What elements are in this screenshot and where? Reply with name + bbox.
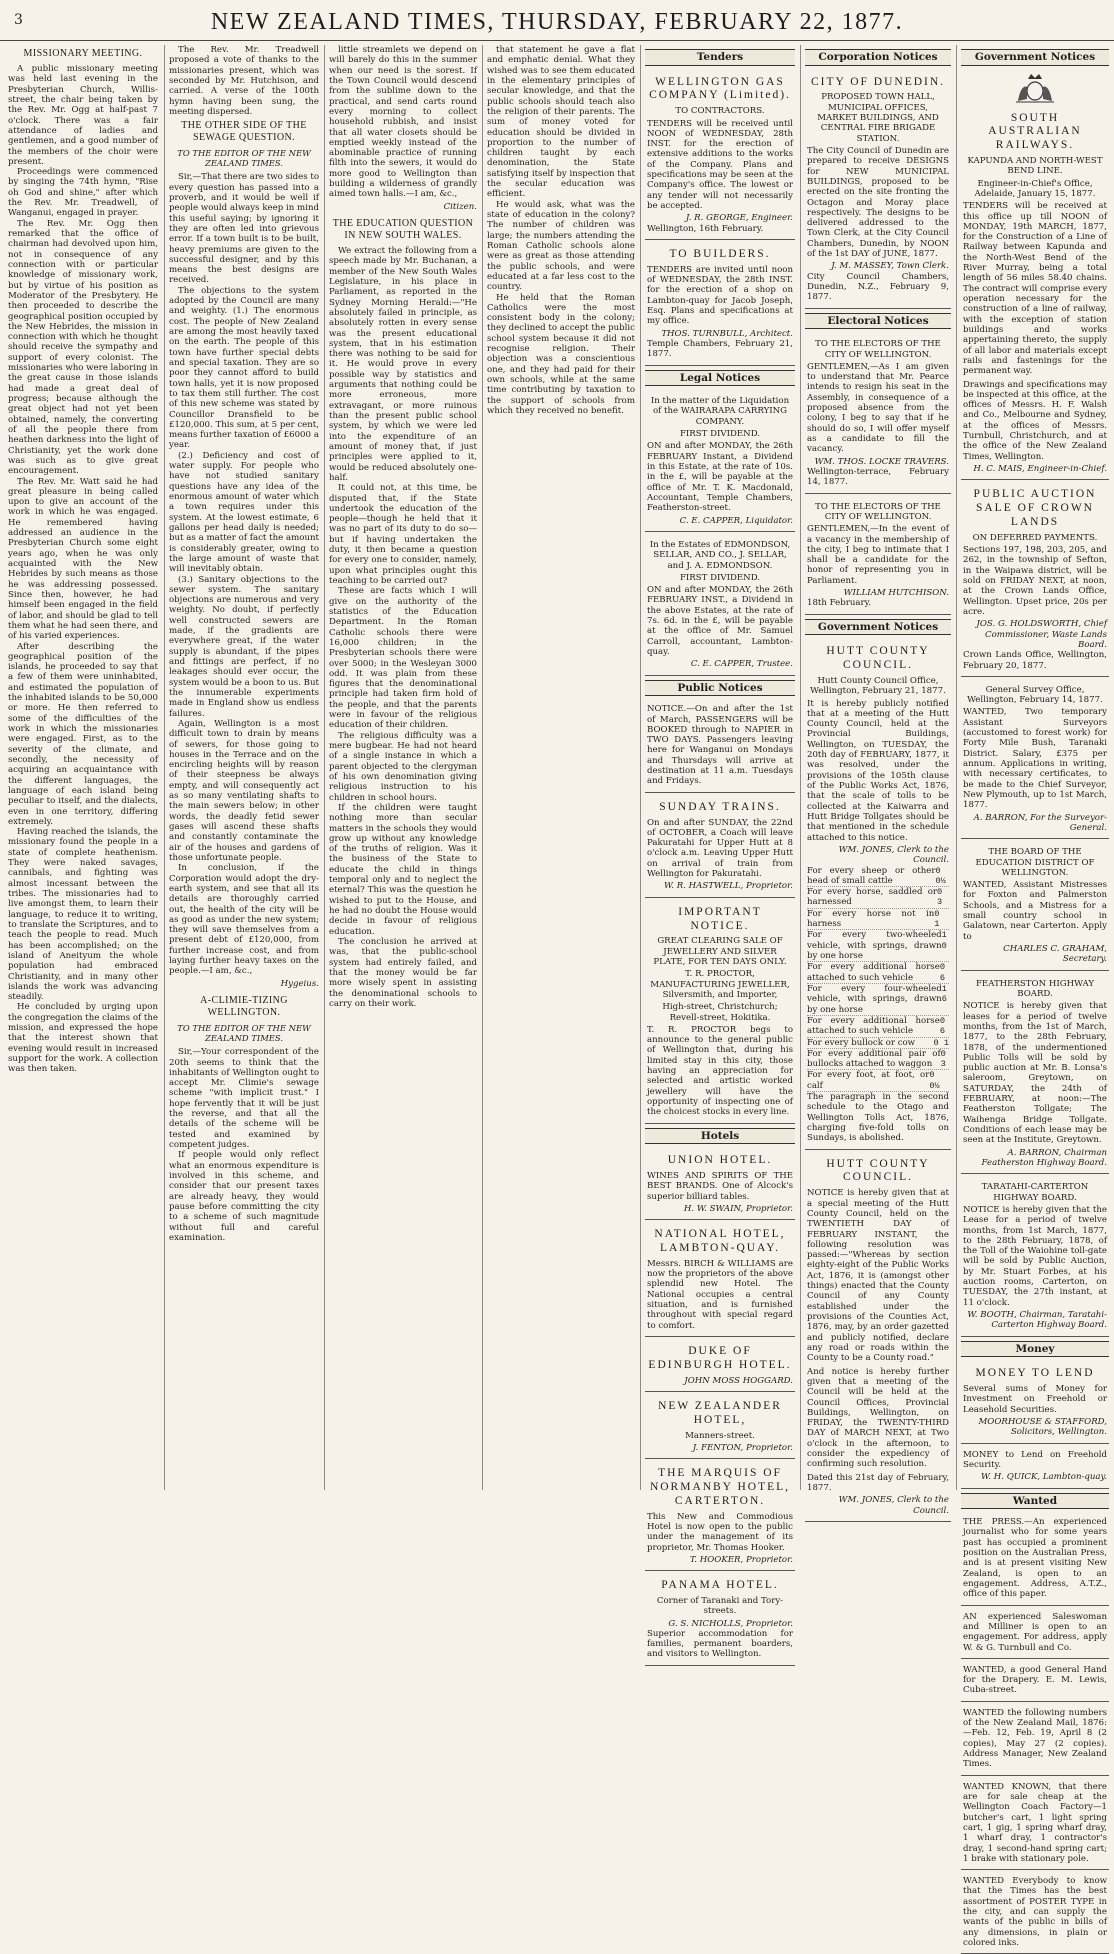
ad-body: NOTICE is hereby given that at a special meeting of the Hutt County Council, held on the TWENTIETH DAY of FEBRUARY INSTANT, the following resolution was passed:—"Whereas by section eighty-eight of the Public Works Act, 1876, it is (amongst other things) enacted that the County Council of any County established under the provisions of the Counties Act, 1876, may, by an order gazetted and publicly notified, declare any road or roads within the County to be a County road." xyxy=(807,1188,949,1364)
article-paragraph: The Rev. Mr. Treadwell proposed a vote of thanks to the missionaries present, which was seconded by Mr. Hutchison, and carried. A verse of the 100th hymn having been sung, the meeting dispersed. xyxy=(169,45,319,117)
ad-wanted xyxy=(961,1662,1109,1702)
masthead-title: NEW ZEALAND TIMES, THURSDAY, FEBRUARY 22, 1877. xyxy=(210,9,904,35)
section-header-money: Money xyxy=(961,1341,1109,1358)
article-title: THE EDUCATION QUESTION IN NEW SOUTH WALES. xyxy=(332,218,474,241)
ad-body: GENTLEMEN,—In the event of a vacancy in the membership of the city, I beg to intimate that I shall be a candidate for the honor of representing you in Parliament. xyxy=(807,524,949,586)
ad-signature: J. R. GEORGE, Engineer. xyxy=(685,213,793,224)
schedule-row xyxy=(807,962,949,984)
ad-heading: HUTT COUNTY COUNCIL. xyxy=(826,1157,930,1184)
ad-heading: THE MARQUIS OF NORMANBY HOTEL, CARTERTON. xyxy=(649,1467,791,1507)
ad-body: WANTED KNOWN, that there are for sale cheap at the Wellington Coach Factory—1 butcher's cart, 1 light spring cart, 1 gig, 1 spring wharf dray, 1 wharf dray, 1 contractor's dray, 1 second-hand spring cart; 1 brake with stationary pole. xyxy=(963,1781,1107,1864)
ad-liquidation xyxy=(645,391,795,532)
ad-subheading: Hutt County Council Office, Wellington, February 21, 1877. xyxy=(810,675,946,697)
schedule-row xyxy=(807,1049,949,1071)
schedule-amount: 1 0 xyxy=(941,930,947,951)
article-paragraph: These are facts which I will give on the authority of the statistics of the Education Department. In the Roman Catholic schools there were 16,000 children; in the Presbyterian schools there were over 5000; in the Wesleyan 3000 odd. It was plain from these figures that the denominational principle had taken firm hold of the people, and that the parents were in favour of the religious education of their children. xyxy=(329,586,477,731)
ad-union-hotel xyxy=(645,1149,795,1220)
ad-signature: J. M. MASSEY, Town Clerk. xyxy=(831,261,949,272)
ad-dunedin xyxy=(805,71,951,309)
ad-signature: H. W. SWAIN, Proprietor. xyxy=(683,1203,793,1214)
column-7 xyxy=(956,45,1109,1949)
ad-signature: CHARLES C. GRAHAM, Secretary. xyxy=(1003,944,1107,965)
ad-signature: WM. THOS. LOCKE TRAVERS. xyxy=(814,456,949,467)
ad-date: Dated this 21st day of February, 1877. xyxy=(807,1472,949,1494)
ad-builders xyxy=(645,243,795,366)
schedule-item: For every sheep or other head of small cattle xyxy=(807,865,936,886)
ad-heading: PUBLIC AUCTION SALE OF CROWN LANDS xyxy=(973,488,1097,528)
ad-signature: W. BOOTH, Chairman, Taratahi-Carterton Highway Board. xyxy=(967,1310,1107,1331)
ad-body: The City Council of Dunedin are prepared to receive DESIGNS for NEW MUNICIPAL BUILDINGS, proposed to be erected on the site fronting the Octagon and Moray place respectively. The designs to be delivered addressed to the Town Clerk, at the City Council Chambers, Dunedin, by NOON of the 1st DAY of JUNE, 1877. xyxy=(807,145,949,260)
ad-signature: WM. JONES, Clerk to the Council. xyxy=(838,1495,949,1516)
article-title: MISSIONARY MEETING. xyxy=(23,48,143,59)
ad-heading: NATIONAL HOTEL, LAMBTON-QUAY. xyxy=(654,1228,786,1255)
ad-national-hotel xyxy=(645,1223,795,1337)
ad-signature: THOS. TURNBULL, Architect. xyxy=(661,328,793,339)
ad-heading: MONEY TO LEND xyxy=(975,1367,1095,1380)
column-1 xyxy=(8,45,162,1490)
ad-education-board xyxy=(961,842,1109,970)
schedule-item: For every additional horse attached to such vehicle xyxy=(807,1015,940,1037)
ad-body: T. R. PROCTOR begs to announce to the general public of Wellington that, during his limited stay in this city, those having an appreciation for selected and artistic worked jewellery will have the opportunity of inspecting one of the choicest stocks in every line. xyxy=(647,1024,793,1118)
ad-signature: W. H. QUICK, Lambton-quay. xyxy=(980,1472,1107,1483)
schedule-row xyxy=(807,930,949,962)
ad-body: THE PRESS.—An experienced journalist who for some years past has occupied a prominent position on the Australian Press, and is at present visiting New Zealand, is open to an engagement. Address, A.T.Z., office of this paper. xyxy=(963,1517,1107,1600)
ad-body: The paragraph in the second schedule to the Otago and Wellington Tolls Act, 1876, charging five-fold tolls on Sundays, is abolished. xyxy=(807,1092,949,1144)
schedule-row xyxy=(807,909,949,931)
schedule-item: For every additional horse attached to such vehicle xyxy=(807,962,940,983)
article-paragraph: After describing the geographical position of the islands, he proceeded to say that a few of them were uninhabited, and estimated the population of the inhabited islands to be 50,000 or more. He then referred to some of the difficulties of the work in which the missionaries were engaged. First, as to the severity of the climate, and secondly, the necessity of acquiring an acquaintance with the different languages, the language of each island being peculiar to itself, and the dialects, even in one territory, differing extremely. xyxy=(8,641,158,827)
ad-body: WANTED, Two temporary Assistant Surveyors (accustomed to forest work) for Forty Mile Bush, Taranaki District. Salary, £375 per annum. Applications in writing, with necessary certificates, to be made to the Chief Surveyor, New Plymouth, up to 1st March, 1877. xyxy=(963,707,1107,811)
ad-heading: SUNDAY TRAINS. xyxy=(659,800,781,813)
article-title: THE OTHER SIDE OF THE SEWAGE QUESTION. xyxy=(181,120,307,144)
schedule-amount: 0 6 xyxy=(939,1015,945,1037)
ad-notice xyxy=(645,701,795,793)
ad-signature: A. BARRON, For the Surveyor-General. xyxy=(973,812,1107,833)
ad-heading: IMPORTANT NOTICE. xyxy=(678,905,762,932)
ad-heading: UNION HOTEL. xyxy=(667,1154,773,1167)
article-signoff: Citizen. xyxy=(443,201,477,212)
ad-survey-office xyxy=(961,680,1109,839)
ad-body: GENTLEMEN,—As I am given to understand that Mr. Pearce intends to resign his seat in the Assembly, in consequence of a proposed absence from the colony, I beg to say that if he should do so, I will offer myself as a candidate to fill the vacancy. xyxy=(807,361,949,455)
ad-subheading: KAPUNDA AND NORTH-WEST BEND LINE. xyxy=(967,155,1103,177)
ad-crown-lands xyxy=(961,483,1109,676)
article-signoff: Hygeius. xyxy=(280,978,319,989)
schedule-amount: 0 1 xyxy=(933,1037,949,1048)
article-paragraph: He would ask, what was the state of education in the colony? The number of children was large; the numbers attending the Roman Catholic schools alone were as great as those attending the public schools, and were educated at a far less cost to the country. xyxy=(487,199,635,293)
ad-address: Corner of Taranaki and Tory-streets. xyxy=(656,1595,784,1617)
ad-body: TENDERS will be received at this office up till NOON of MONDAY, 19th MARCH, 1877, for the Construction of a Line of Railway between Kapunda and the North-West Bend of the River Murray, being a total length of 56 miles 58.40 chains. The contract will comprise every operation necessary for the construction of a line of railway, with the exception of station buildings and works appertaining thereto, the supply of all labor and materials except rails and fastenings for the permanent way. xyxy=(963,201,1107,377)
ad-south-australian-railways xyxy=(961,107,1109,481)
page-columns xyxy=(8,45,1108,1949)
article-paragraph: The objections to the system adopted by the Council are many and weighty. (1.) The enormous cost. The people of New Zealand are among the most heavily taxed on the earth. The people of this town have further special debts and special taxation. They are so poor they cannot afford to build town halls, yet it is now proposed to tax them still further. The cost of this new scheme was stated by Councillor Dransfield to be £120,000. This sum, at 5 per cent, means further taxation of £6000 a year. xyxy=(169,285,319,451)
column-3 xyxy=(324,45,481,1490)
masthead xyxy=(0,0,1114,41)
ad-date: 18th February. xyxy=(807,598,872,609)
ad-hutt-county xyxy=(805,640,951,1149)
ad-signature: JOS. G. HOLDSWORTH, Chief Commissioner, Waste Lands Board. xyxy=(976,619,1107,650)
article-subtitle: TO THE EDITOR OF THE NEW ZEALAND TIMES. xyxy=(177,1023,311,1044)
schedule-amount: 0 0½ xyxy=(929,1070,940,1091)
section-header-government: Government Notices xyxy=(805,619,951,636)
ad-signature: J. FENTON, Proprietor. xyxy=(692,1442,793,1453)
ad-body: WANTED the following numbers of the New Zealand Mail, 1876:—Feb. 12, Feb. 19, April 8 (2 copies), May 27 (2 copies). Address Manager, New Zealand Times. xyxy=(963,1707,1107,1770)
schedule-row xyxy=(807,887,949,909)
ad-subheading: FIRST DIVIDEND. xyxy=(679,429,761,440)
article-paragraph: The religious difficulty was a mere bugbear. He had not heard of a single instance in which a parent objected to the clergyman of his own denomination giving religious instruction to his children in school hours. xyxy=(329,730,477,803)
ad-signature: C. E. CAPPER, Liquidator. xyxy=(679,515,793,526)
ad-signature: MOORHOUSE & STAFFORD, Solicitors, Wellington. xyxy=(978,1416,1107,1438)
article-paragraph: We extract the following from a speech made by Mr. Buchanan, a member of the New South Wales Legislature, in his place in Parliament, as reported in the Sydney Morning Herald:—"He absolutely failed in principle, as absolutely rotten in every sense was the present educational system, that in his estimation there was nothing to be said for it. He would prove in every possible way by statistics and arguments that nothing could be more erroneous, more extravagant, or more ruinous than the present public school system, by which we were led into the expenditure of an amount of money that, if just principles were applied to it, would be reduced absolutely one-half. xyxy=(329,246,477,483)
schedule-row xyxy=(807,866,949,888)
article-paragraph: He concluded by urging upon the congregation the claims of the mission, and expressed the hope that the interest shown that evening would result in increased support for the work. A collection was then taken. xyxy=(8,1002,158,1075)
article-title: A-CLIMIE-TIZING WELLINGTON. xyxy=(200,995,288,1019)
ad-heading: TARATAHI-CARTERTON HIGHWAY BOARD. xyxy=(981,1182,1089,1203)
ad-duke-hotel xyxy=(645,1340,795,1392)
ad-taratahi-board xyxy=(961,1177,1109,1336)
schedule-amount: 0 1 xyxy=(934,908,940,930)
schedule-amount: 0 0½ xyxy=(935,865,946,886)
schedule-amount: 0 6 xyxy=(939,962,945,983)
ad-body: It is hereby publicly notified that at a meeting of the Hutt County Council, held at the Provincial Buildings, Wellington, on TUESDAY, the 20th day of FEBRUARY, 1877, it was resolved, under the provisions of the 105th clause of the Public Works Act, 1876, that the scale of tolls to be collected at the Kaiwarra and Hutt Bridge Tollgates should be that mentioned in the schedule attached to this notice. xyxy=(807,698,949,843)
ad-money-to-lend-2 xyxy=(961,1447,1109,1489)
ad-signature: WILLIAM HUTCHISON. xyxy=(843,588,949,599)
schedule-row xyxy=(807,1016,949,1038)
ad-heading: CITY OF DUNEDIN. xyxy=(810,75,946,88)
ad-date: City Council Chambers, Dunedin, N.Z., February 9, 1877. xyxy=(807,271,949,303)
article-paragraph: A public missionary meeting was held last evening in the Presbyterian Church, Willis-street, the chair being taken by the Rev. Mr. Ogg at half-past 7 o'clock. There was a fair attendance of ladies and gentlemen, and a good number of the members of the choir were present. xyxy=(8,64,158,167)
page-number: 3 xyxy=(14,12,23,28)
ad-body: Superior accommodation for families, permanent boarders, and visitors to Wellington. xyxy=(647,1628,793,1660)
ad-electors-1 xyxy=(805,334,951,493)
ad-body: This New and Commodious Hotel is now open to the public under the management of its proprietor, Mr. Thomas Hooker. xyxy=(647,1511,793,1553)
ad-signature: C. E. CAPPER, Trustee. xyxy=(690,659,793,670)
column-2 xyxy=(164,45,323,1490)
section-header-legal: Legal Notices xyxy=(645,370,795,387)
ad-heading: SOUTH AUSTRALIAN RAILWAYS. xyxy=(988,111,1082,152)
ad-date: General Survey Office, Wellington, February 14, 1877. xyxy=(967,684,1103,706)
article-paragraph: If people would only reflect what an enormous expenditure is involved in this scheme, and consider that our present taxes are already heavy, they would pause before committing the city to a scheme of such magnitude without full and careful examination. xyxy=(169,1150,319,1243)
article-paragraph: In conclusion, if the Corporation would adopt the dry-earth system, and see that all its details are thoroughly carried out, the health of the city will be as good as under the new system; they will save themselves from a present debt of £120,000, from further increase cost, and from laying further heavy taxes on the people.—I am, &c., xyxy=(169,863,319,977)
ad-heading: PANAMA HOTEL. xyxy=(661,1579,779,1592)
ad-important-notice xyxy=(645,901,795,1124)
ad-body: WINES AND SPIRITS OF THE BEST BRANDS. One of Alcock's superior billiard tables. xyxy=(647,1171,793,1202)
article-paragraph: The Rev. Mr. Ogg then remarked that the office of chairman had devolved upon him, not in consequence of any connection with or particular knowledge of missionary work, but by virtue of his position as Moderator of the Presbytery. He then proceeded to describe the geographical position occupied by the New Hebrides, the mission in connection with which he thought should receive the sympathy and support of every colonist. The missionaries who were laboring in the great cause in those islands had made a great deal of progress; because although the great object had not yet been obtained, namely, the converting of all the people there from heathen darkness into the light of Christianity, yet the work done was such as to give great encouragement. xyxy=(8,218,159,477)
ad-estates xyxy=(645,535,795,676)
schedule-row xyxy=(807,984,949,1016)
ad-electors-2 xyxy=(805,497,951,615)
ad-subheading: GREAT CLEARING SALE OF JEWELLERY AND SILVER PLATE, FOR TEN DAYS ONLY. xyxy=(653,936,787,967)
article-paragraph: Proceedings were commenced by singing the 74th hymn, "Rise oh God and shine," after which the Rev. Mr. Treadwell, of Wanganui, engaged in prayer. xyxy=(8,167,158,219)
ad-signature: W. R. HASTWELL, Proprietor. xyxy=(663,881,793,892)
ad-body: Messrs. BIRCH & WILLIAMS are now the proprietors of the above splendid new Hotel. The National occupies a central situation, and is furnished throughout with special regard to comfort. xyxy=(647,1258,793,1331)
article-paragraph: The Rev. Mr. Watt said he had great pleasure in being called upon to give an account of the work in which he was engaged. He remembered having addressed an audience in the Presbyterian Church some eight years ago, when he was only acquainted with the New Hebrides by such means as those he was addressing possessed. Since then, however, he had himself been engaged in the field of labor, and should be glad to tell them what he had seen there, and of his varied experiences. xyxy=(8,476,158,642)
ad-signature: A. BARRON, Chairman Featherston Highway Board. xyxy=(981,1147,1107,1168)
section-header-wanted: Wanted xyxy=(961,1493,1109,1510)
column-5 xyxy=(640,45,799,1660)
ad-date: Temple Chambers, February 21, 1877. xyxy=(647,338,793,360)
ad-signature: WM. JONES, Clerk to the Council. xyxy=(838,844,949,866)
ad-body: TENDERS are invited until noon of WEDNESDAY, the 28th INST. for the erection of a shop on Lambton-quay for Jacob Joseph, Esq. Plans and specifications at my office. xyxy=(647,264,793,327)
section-header-public: Public Notices xyxy=(645,680,795,697)
ad-body: Sections 197, 198, 203, 205, and 262, in the township of Sefton, in the Waipawa district, will be sold on FRIDAY NEXT, at noon, at the Crown Lands Office, Wellington. Upset price, 20s per acre. xyxy=(963,545,1107,617)
section-header-electoral: Electoral Notices xyxy=(805,313,951,330)
schedule-row xyxy=(807,1070,949,1092)
ad-heading: DUKE OF EDINBURGH HOTEL. xyxy=(648,1345,792,1371)
ad-signature: T. HOOKER, Proprietor. xyxy=(689,1554,793,1565)
section-header-corporation: Corporation Notices xyxy=(805,49,951,66)
ad-wanted xyxy=(961,1873,1109,1954)
schedule-amount: 0 3 xyxy=(936,887,943,908)
article-paragraph: If the children were taught nothing more than secular matters in the schools they would grow up without any knowledge of the truths of religion. Was it the business of the State to educate the child in things temporal only and to neglect the eternal? This was the question he wished to put to the House, and he had no doubt the House would decide in favour of religious education. xyxy=(329,802,477,937)
ad-heading: THE BOARD OF THE EDUCATION DISTRICT OF WELLINGTON. xyxy=(975,847,1095,878)
ad-heading: NEW ZEALANDER HOTEL, xyxy=(658,1399,782,1426)
article-paragraph: It could not, at this time, be disputed that, if the State undertook the education of the people—though he held that it was no part of its duty to do so—but if having undertaken the duty, it then became a question for every one to consider, namely, upon what principles ought this teaching to be carried out? xyxy=(329,483,477,586)
ad-body: Several sums of Money for Investment on Freehold or Leasehold Securities. xyxy=(963,1384,1107,1415)
schedule-item: For every horse not in harness xyxy=(807,908,935,930)
article-paragraph: Sir,—That there are two sides to every question has passed into a proverb, and it would be well if people would always keep in mind this useful saying; by ignoring it they are often led into grievous error. If a town built is to be built, heavy premiums are given to the successful designer, and by this means the best designs are received. xyxy=(169,172,319,286)
article-paragraph: Having reached the islands, the missionary found the people in a state of complete heathenism. They were naked savages, cannibals, and fighting was almost incessant between the tribes. The missionaries had to live amongst them, to learn their language, to reduce it to writing, to translate the Scriptures, and to teach the people to read. Much has been accomplished; on the island of Aneityum the whole population had embraced Christianity, and in many other islands the work was advancing steadily. xyxy=(8,827,158,1003)
ad-date: Engineer-in-Chief's Office, Adelaide, January 15, 1877. xyxy=(974,178,1096,199)
section-header-tenders: Tenders xyxy=(645,49,795,66)
schedule-item: For every bullock or cow xyxy=(807,1037,916,1048)
ad-subheading: FIRST DIVIDEND. xyxy=(679,572,761,583)
royal-crest-icon xyxy=(1010,71,1060,105)
ad-heading: HUTT COUNTY COUNCIL. xyxy=(826,645,930,672)
ad-money-to-lend xyxy=(961,1362,1109,1443)
schedule-amount: 0 3 xyxy=(940,1048,946,1070)
article-subtitle: TO THE EDITOR OF THE NEW ZEALAND TIMES. xyxy=(177,148,311,169)
article-paragraph: little streamlets we depend on will barely do this in the summer when our need is the sorest. If the Town Council would descend from the sublime down to the practical, and send carts round every morning to collect household rubbish, and insist that all water closets should be emptied weekly instead of the abominable practice of running filth into the sewers, it would do more good to Wellington than building a wilderness of grandly aimed town halls.—I am, &c., xyxy=(329,45,477,200)
article-paragraph: (2.) Deficiency and cost of water supply. For people who have not studied sanitary questions have any idea of the enormous amount of water which a town requires under this system. At the lowest estimate, 6 gallons per head daily is needed; but as a matter of fact the amount is considerably greater, owing to the large amount of waste that will inevitably obtain. xyxy=(169,450,319,575)
ad-signature: H. C. MAIS, Engineer-in-Chief. xyxy=(973,464,1107,475)
ad-hutt-county-2 xyxy=(805,1153,951,1522)
ad-heading: WELLINGTON GAS COMPANY (Limited). xyxy=(649,75,791,102)
ad-heading: TO THE ELECTORS OF THE CITY OF WELLINGTON. xyxy=(815,501,941,522)
ad-body: Drawings and specifications may be inspected at this office, at the offices of Messrs. H. F. Walsh and Co., Melbourne and Sydney, at the offices of Messrs. Turnbull, Christchurch, and at the office of the New Zealand Times, Wellington. xyxy=(963,379,1107,462)
ad-date: Wellington-terrace, February 14, 1877. xyxy=(807,466,949,488)
ad-body: NOTICE is hereby given that the Lease for a period of twelve months, from 1st March, 1877, to the 28th February, 1878, of the Toll of the Waiohine toll-gate will be sold by Public Auction, by Mr. Stuart Forbes, at his auction rooms, Carterton, on TUESDAY, the 27th instant, at 11 o'clock. xyxy=(963,1204,1107,1308)
ad-heading: FEATHERSTON HIGHWAY BOARD. xyxy=(975,978,1095,999)
ad-body: NOTICE is hereby given that leases for a period of twelve months, from the 1st of March, 1877, to the 28th February, 1878, of the undermentioned Public Tolls will be sold by public auction at Mr. B. Lonsa's saleroom, Greytown, on SATURDAY, the 24th of FEBRUARY, at noon:—The Featherston Tollgate; The Waihenga Bridge Tollgate. Conditions of each lease may be seen at the Institute, Greytown. xyxy=(963,1001,1107,1146)
article-paragraph: The conclusion he arrived at was, that the public-school system had entirely failed, and that the money would be far more wisely spent in assisting the denominational schools to carry on their work. xyxy=(329,936,477,1009)
ad-wanted xyxy=(961,1705,1109,1776)
ad-subheading: PROPOSED TOWN HALL, MUNICIPAL OFFICES, MARKET BUILDINGS, AND CENTRAL FIRE BRIGADE STATION. xyxy=(817,92,939,144)
ad-subheading: In the matter of the Liquidation of the WAIRARAPA CARRYING COMPANY. xyxy=(650,396,790,427)
article-paragraph: (3.) Sanitary objections to the sewer system. The sanitary objections are numerous and very weighty. No doubt, if perfectly well constructed sewers are made, if the gradients are everywhere great, if the water supply is abundant, if the pipes and fittings are perfect, if no leakages should ever occur, the system would be a boon to us. But the innumerable experiments made in England show us endless failures. xyxy=(169,574,319,719)
article-paragraph: Sir,—Your correspondent of the 20th seems to think that the inhabitants of Wellington ought to accept Mr. Climie's sewage scheme "with implicit trust." I hope fervently that it will be just the reverse, and that all the details of the scheme will be tested and examined by competent judges. xyxy=(169,1047,319,1150)
section-header-government: Government Notices xyxy=(961,49,1109,66)
schedule-item: For every two-wheeled vehicle, with springs, drawn by one horse xyxy=(807,930,942,962)
ad-subheading: TO CONTRACTORS. xyxy=(675,106,765,117)
ad-body: NOTICE.—On and after the 1st of March, PASSENGERS will be BOOKED through to NAPIER in TWO DAYS. Passengers leaving here for Wanganui on Mondays and Thursdays will arrive at destination at 11 a.m. Tuesdays and Fridays. xyxy=(647,704,793,787)
ad-body: AN experienced Saleswoman and Milliner is open to an engagement. For address, apply W. & G. Turnbull and Co. xyxy=(963,1611,1107,1653)
schedule-item: For every additional pair of bullocks attached to waggon xyxy=(807,1048,941,1070)
ad-wanted xyxy=(961,1779,1109,1871)
ad-panama-hotel xyxy=(645,1574,795,1666)
ad-address: High-street, Christchurch; Revell-street, Hokitika. xyxy=(662,1002,778,1023)
ad-body: ON and after MONDAY, the 26th FEBRUARY Instant, a Dividend in this Estate, at the rate of 10s. in the £, will be payable at the office of Mr. T. K. Macdonald, Accountant, Temple Chambers, Featherston-street. xyxy=(647,441,793,514)
ad-wanted xyxy=(961,1609,1109,1659)
ad-heading: TO BUILDERS. xyxy=(669,247,771,260)
ad-body: And notice is hereby further given that a meeting of the Council will be held at the Council Offices, Provincial Buildings, Wellington, on FRIDAY, the TWENTY-THIRD DAY of MARCH NEXT, at Two o'clock in the afternoon, to consider the expediency of confirming such resolution. xyxy=(807,1366,949,1470)
ad-normanby-hotel xyxy=(645,1462,795,1571)
ad-subheading: ON DEFERRED PAYMENTS. xyxy=(972,532,1098,543)
ad-body: ON and after MONDAY, the 26th FEBRUARY INST., a Dividend in the above Estates, at the rate of 7s. 6d. in the £, will be payable at the office of Mr. Samuel Carroll, accountant, Lambton-quay. xyxy=(647,585,793,658)
ad-heading: TO THE ELECTORS OF THE CITY OF WELLINGTON. xyxy=(815,339,941,360)
ad-body: WANTED, Assistant Mistresses for Foxton and Palmerston Schools, and a Mistress for a small country school in Galatown, near Carterton. Apply to xyxy=(963,880,1107,942)
ad-date: Crown Lands Office, Wellington, February 20, 1877. xyxy=(963,650,1107,671)
ad-new-zealander-hotel xyxy=(645,1395,795,1459)
article-paragraph: He held that the Roman Catholics were the most consistent body in the colony; they declined to accept the public school system because it did not recognise religion. Their objection was a conscientious one, and they had paid for their own schools, while at the same time contributing by taxation to the support of schools from which they received no benefit. xyxy=(487,292,635,416)
ad-body: MONEY to Lend on Freehold Security. xyxy=(963,1449,1107,1470)
article-paragraph: that statement he gave a flat and emphatic denial. What they wished was to see them educated in the elementary principles of secular knowledge, and that the public schools should teach also the religion of their parents. The sum of money voted for education should be divided in proportion to the number of children taught by each denomination, the State satisfying itself by inspection that the secular education was efficient. xyxy=(487,45,635,200)
ad-body: On and after SUNDAY, the 22nd of OCTOBER, a Coach will leave Pakuratahi for Upper Hutt at 8 o'clock a.m. Leaving Upper Hutt on arrival of train from Wellington for Pakuratahi. xyxy=(647,817,793,880)
section-header-hotels: Hotels xyxy=(645,1128,795,1145)
schedule-amount: 1 6 xyxy=(941,983,947,1005)
ad-gas-company xyxy=(645,71,795,240)
ad-featherston-board xyxy=(961,974,1109,1175)
ad-subheading: In the Estates of EDMONDSON, SELLAR, AND CO., J. SELLAR, and J. A. EDMONDSON. xyxy=(649,539,791,571)
ad-date: Wellington, 16th February. xyxy=(647,223,764,234)
schedule-item: For every foot, at foot, or calf xyxy=(807,1070,930,1091)
ad-subheading: T. R. PROCTOR, MANUFACTURING JEWELLER, Silversmith, and Importer, xyxy=(650,969,790,1000)
schedule-row xyxy=(807,1038,949,1049)
schedule-item: For every horse, saddled or harnessed xyxy=(807,887,937,908)
ad-address: Manners-street. xyxy=(685,1430,755,1441)
column-6 xyxy=(800,45,955,1516)
toll-schedule xyxy=(807,866,949,1093)
column-4 xyxy=(482,45,639,1490)
article-paragraph: Again, Wellington is a most difficult town to drain by means of sewers, for those going to houses in the Terrace and on the encircling heights will by reason of their steepness be always empty, and will consequently act as so many ventilating shafts to the main sewers below; in other words, the deadly fetid sewer gases will ascend these shafts and constantly contaminate the air of the houses and gardens of those unfortunate people. xyxy=(169,718,319,863)
ad-signature: G. S. NICHOLLS, Proprietor. xyxy=(668,1618,793,1629)
ad-sunday-trains xyxy=(645,796,795,898)
ad-body: WANTED Everybody to know that the Times has the best assortment of POSTER TYPE in the city, and can supply the wants of the public in bills of any dimensions, in plain or colored inks. xyxy=(963,1876,1107,1949)
schedule-item: For every four-wheeled vehicle, with springs, drawn by one horse xyxy=(807,983,942,1015)
ad-body: TENDERS will be received until NOON of WEDNESDAY, 28th INST. for the erection of extensive additions to the works of the Company. Plans and specifications may be seen at the Company's office. The lowest or any tender will not necessarily be accepted. xyxy=(647,118,793,211)
ad-signature: JOHN MOSS HOGGARD. xyxy=(684,1375,793,1386)
ad-body: WANTED, a good General Hand for the Drapery. E. M. Lewis, Cuba-street. xyxy=(963,1664,1107,1696)
ad-wanted xyxy=(961,1514,1109,1606)
